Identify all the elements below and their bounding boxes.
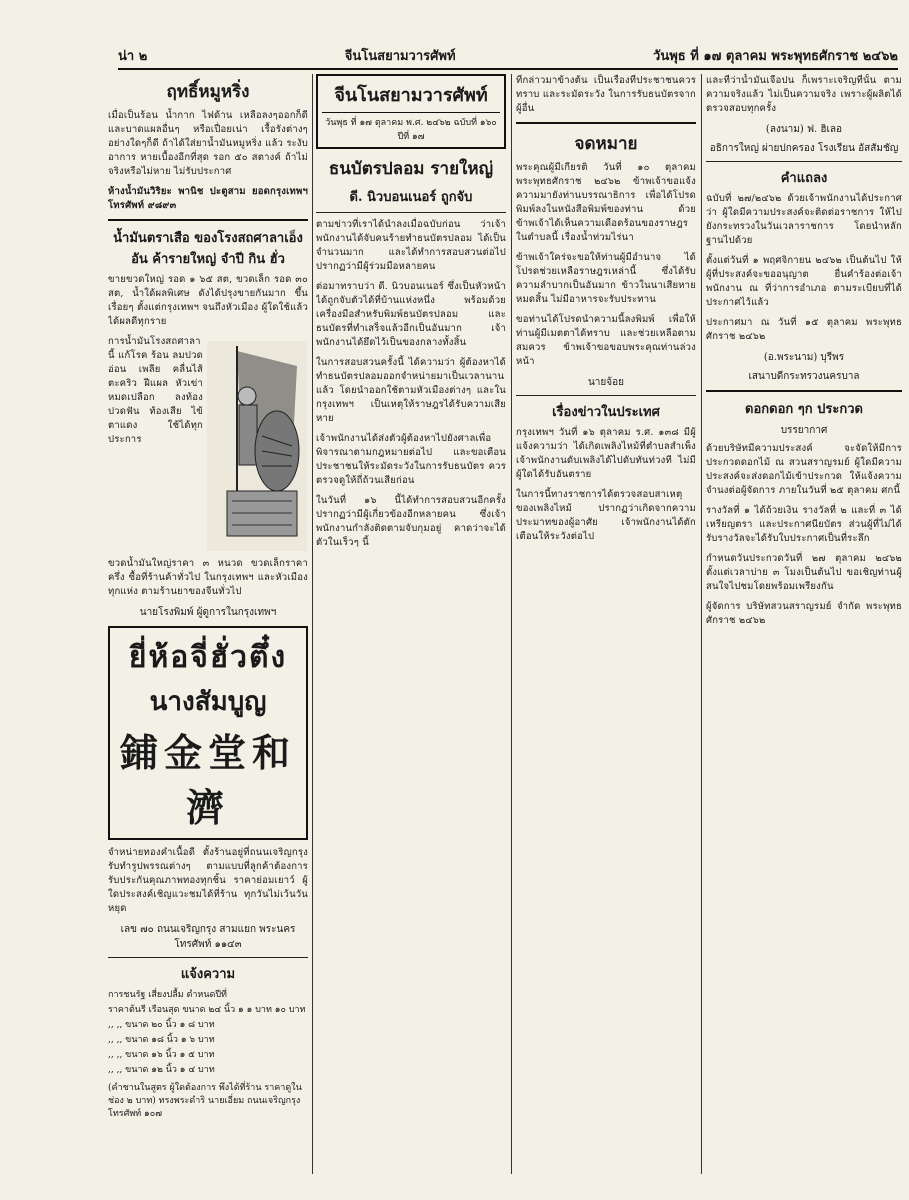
news-paragraph: ในการนี้ทางราชการได้ตรวจสอบสาเหตุของเพลิงไหม้ ปรากฏว่าเกิดจากความประมาทของผู้อาศัย เจ้าพนักงานได้ตักเตือนให้ระวังต่อไป xyxy=(516,489,696,542)
article-paragraph: ในการสอบสวนครั้งนี้ ได้ความว่า ผู้ต้องหาได้ทำธนบัตรปลอมออกจำหน่ายมาเป็นเวลานานแล้ว โดยนำออกใช้ตามหัวเมืองต่างๆ และในกรุงเทพฯ เป็นเหตุให้ราษฎรได้รับความเสียหาย xyxy=(316,357,506,424)
paper-name: จีนโนสยามวารศัพท์ xyxy=(344,49,456,64)
divider xyxy=(516,122,696,124)
signature: (อ.พระนาม) บุรีพร xyxy=(763,352,845,363)
notice-title: แจ้งความ xyxy=(180,967,236,982)
column-rule xyxy=(312,74,313,1174)
article-paragraph: รางวัลที่ ๑ ได้ถ้วยเงิน รางวัลที่ ๒ และที่ ๓ ได้เหรียญตรา และประกาศนียบัตร ส่วนผู้ที่ไม่ได้รับรางวัลจะได้รับใบประกาศเป็นที่ระลึก xyxy=(706,505,902,544)
shop-line: ห้างน้ำมันวิริยะ พานิช ปะตูสาม ยอดกรุงเทพฯ โทรศัพท์ ๙๘๙๓ xyxy=(108,186,308,211)
column-3 xyxy=(516,74,696,1174)
ad-heading: น้ำมันตราเสือ ของโรงสถศาลาเอ็งอัน ค้ารายใหญ่ จำปี กิน ฮั่ว xyxy=(113,231,303,267)
page-header xyxy=(118,40,898,70)
notice-paragraph: ฉบับที่ ๒๗/๒๔๖๒ ด้วยเจ้าพนักงานได้ประกาศว่า ผู้ใดมีความประสงค์จะติดต่อราชการ ให้ไปยังกระทรวงในวันเวลาราชการ โดยนำหลักฐานไปด้วย xyxy=(706,193,902,246)
woman-tiger-illustration xyxy=(207,341,307,551)
article-paragraph: เจ้าพนักงานได้ส่งตัวผู้ต้องหาไปยังศาลเพื่อพิจารณาตามกฎหมายต่อไป และขอเตือนประชาชนให้ระมัดระวังในการรับธนบัตร ควรตรวจดูให้ถี่ถ้วนเสียก่อน xyxy=(316,433,506,486)
gold-shop-ad xyxy=(108,626,308,840)
price-row: ,, ,, ขนาด ๑๒ นิ้ว ๑ ๔ บาท xyxy=(108,1065,215,1075)
article-paragraph: ด้วยบริษัทมีความประสงค์ จะจัดให้มีการประกวดดอกไม้ ณ สวนสราญรมย์ ผู้ใดมีความประสงค์จะส่งดอกไม้เข้าประกวด ให้แจ้งความจำนงต่อผู้จัดการ ภายในวันที่ ๒๕ ตุลาคม ศกนี้ xyxy=(706,443,902,496)
letter-signature: นายจ้อย xyxy=(587,377,625,388)
signature: (ลงนาม) ฟ. ฮิเลอ xyxy=(765,124,843,135)
ad-body: ขวดน้ำมันใหญ่ราคา ๓ หนวด ขวดเล็กราคาครึ่ง ซื้อที่ร้านค้าทั่วไป ในกรุงเทพฯ และหัวเมืองทุกแห่ง ตามร้านยาของจีนทั่วไป xyxy=(108,558,308,597)
headline: ธนบัตรปลอม รายใหญ่ xyxy=(328,159,494,179)
divider xyxy=(108,957,308,958)
article-paragraph: ต่อมาทราบว่า ดี. นิวบอนเนอร์ ซึ่งเป็นหัวหน้า ได้ถูกจับตัวได้ที่บ้านแห่งหนึ่ง พร้อมด้วยเครื่องมือสำหรับพิมพ์ธนบัตรปลอม และธนบัตรที่ทำเสร็จแล้วอีกเป็นอันมาก เจ้าพนักงานได้ยึดไว้เป็นของกลางทั้งสิ้น xyxy=(316,281,506,348)
article-paragraph: ตามข่าวที่เราได้นำลงเมื่อฉบับก่อน ว่าเจ้าพนักงานได้จับคนร้ายทำธนบัตรปลอม ได้เป็นจำนวนมาก และได้ทำการสอบสวนต่อไป ปรากฏว่ามีผู้ร่วมมือหลายคน xyxy=(316,219,506,272)
signature-title: เสนาบดีกระทรวงนครบาล xyxy=(748,371,860,382)
section-subheading: บรรยากาศ xyxy=(780,425,828,436)
divider xyxy=(706,161,902,162)
ad-body: จำหน่ายทองคำเนื้อดี ตั้งร้านอยู่ที่ถนนเจริญกรุง รับทำรูปพรรณต่างๆ ตามแบบที่ลูกค้าต้องการ รับประกันคุณภาพทองทุกชิ้น ราคาย่อมเยาว์ ผู้ใดประสงค์เชิญแวะชมได้ที่ร้าน ทุกวันไม่เว้นวันหยุด xyxy=(108,847,308,914)
column-2 xyxy=(316,74,506,1174)
section-heading: ดอกดอก ๆก ประกวด xyxy=(745,402,863,417)
masthead-title: จีนโนสยามวารศัพท์ xyxy=(334,85,488,106)
article-title: ฤทธิ์หมูหริ่ง xyxy=(166,82,250,102)
article-paragraph: ผู้จัดการ บริษัทสวนสราญรมย์ จำกัด พระพุทธศักราช ๒๔๖๒ xyxy=(706,601,902,626)
byline: ดี. นิวบอนเนอร์ ถูกจับ xyxy=(349,190,473,205)
letter-paragraph: ข้าพเจ้าใคร่จะขอให้ท่านผู้มีอำนาจ ได้โปรดช่วยเหลือราษฎรเหล่านี้ ซึ่งได้รับความลำบากเป็นอันมาก ข้าวในนาเสียหายหมดสิ้น ไม่มีอาหารจะรับประทาน xyxy=(516,252,696,305)
price-row: ราคาต้นรี เรือนสุด ขนาด ๒๔ นิ้ว ๑ ๑ บาท ๑๐ บาท xyxy=(108,1005,306,1015)
article-body: เมื่อเป็นร้อน น้ำกาก ไฟด้าน เหลือลงๆออกก็ดี และบาดแผลอื่นๆ หรือเปื่อยเน่า เรื้อรังต่างๆ อย่างใดๆก็ดี ถ้าได้ใส่ยาน้ำมันหมูหริ่ง แล้ว ระงับอาการ หายเบื้องอีกที่สุด รอก ๕๐ สตางค์ ถ้าไม่จริงหรือไม่หาย ไม่รับประกาศ xyxy=(108,110,308,177)
ad-body: ขายขวดใหญ่ รอด ๑ ๖๕ สต, ขวดเล็ก รอด ๓๐ สต, น้ำใด้ผลพิเศษ ดังได้ปรุงขายกันมาก ขึ้นเรื่อยๆ ตั้งแต่กรุงเทพฯ จนถึงหัวเมือง ผู้ใดใช้แล้วได้ผลดีทุกราย xyxy=(108,274,308,327)
article-paragraph: ที่กล่าวมาข้างต้น เป็นเรื่องที่ประชาชนควรทราบ และระมัดระวัง ในการรับธนบัตรจากผู้อื่น xyxy=(516,75,696,114)
section-heading: เรื่องข่าวในประเทศ xyxy=(552,405,660,420)
divider xyxy=(516,395,696,396)
section-headline: จดหมาย xyxy=(574,134,638,154)
column-rule xyxy=(701,74,702,1174)
section-heading: คำแถลง xyxy=(780,171,828,186)
column-1 xyxy=(108,74,308,1174)
caption: นายโรงพิมพ์ ผู้ดูการในกรุงเทพฯ xyxy=(139,607,277,618)
signature-title: อธิการใหญ่ ผ่ายปกครอง โรงเรียน อัสสัมชัญ xyxy=(709,143,899,154)
footnote: (คำชานในสูตร ผู้ใดต้องการ พึงได้ที่ร้าน ราคาดูในช่อง ๒ บาท) ทรงพระดำริ นายเอี่ยม ถนนเจริญกรุง โทรศัพท์ ๑๐๗ xyxy=(108,1083,302,1119)
column-4 xyxy=(706,74,902,1174)
page-number: น่า ๒ xyxy=(118,49,148,64)
price-row: ,, ,, ขนาด ๑๘ นิ้ว ๑ ๖ บาท xyxy=(108,1035,215,1045)
masthead xyxy=(316,74,506,149)
article-paragraph: ในวันที่ ๑๖ นี้ได้ทำการสอบสวนอีกครั้ง ปรากฏว่ามีผู้เกี่ยวข้องอีกหลายคน ซึ่งเจ้าพนักงานกำลังติดตามจับกุมอยู่ คาดว่าจะได้ตัวในเร็วๆ นี้ xyxy=(316,495,506,548)
column-rule xyxy=(511,74,512,1174)
divider xyxy=(108,219,308,221)
price-header: การชนรัฐ เสี่ยงปลื้ม ตำหนดปีที่ xyxy=(108,990,227,1000)
ad-title: ยี่ห้อจี่ฮั่วตึ๋ง xyxy=(128,640,288,675)
notice-paragraph: ประกาศมา ณ วันที่ ๑๕ ตุลาคม พระพุทธศักราช ๒๔๖๒ xyxy=(706,317,902,342)
letter-paragraph: ขอท่านได้โปรดนำความนี้ลงพิมพ์ เพื่อให้ท่านผู้มีเมตตาได้ทราบ และช่วยเหลือตามสมควร ข้าพเจ้าขอขอบพระคุณท่านล่วงหน้า xyxy=(516,314,696,367)
divider xyxy=(706,390,902,392)
article-paragraph: และที่ว่าน้ำมันเจือปน ก็เพราะเจริญที่นั้น ตามความจริงแล้ว ไม่เป็นความจริง เพราะผู้ผลิตได้ตรวจสอบทุกครั้ง xyxy=(706,75,902,114)
ad-body: การน้ำมันโรงสถศาลานี้ แก้โรค ร้อน ลมปวด อ่อน เพลีย คลื่นไส้ ตะคริว ฝีแผล หัวเข่า หมดเปลือก ลงท้อง ปวดฟัน ท้องเสีย ไข้ ตาแดง ใช้ได้ทุกประการ xyxy=(108,336,203,445)
notice-paragraph: ตั้งแต่วันที่ ๑ พฤศจิกายน ๒๔๖๒ เป็นต้นไป ให้ผู้ที่ประสงค์จะขออนุญาต ยื่นคำร้องต่อเจ้าพนักงาน ณ ที่ว่าการอำเภอ ตามระเบียบที่ได้ประกาศไว้แล้ว xyxy=(706,255,902,308)
divider xyxy=(316,212,506,213)
letter-paragraph: พระคุณผู้มีเกียรติ วันที่ ๑๐ ตุลาคม พระพุทธศักราช ๒๔๖๒ ข้าพเจ้าขอแจ้งความมายังท่านบรรณาธิการ เพื่อได้โปรดพิมพ์ลงในหนังสือพิมพ์ของท่าน ด้วยข้าพเจ้าได้เห็นความเดือดร้อนของราษฎรในตำบลนี้ เรื่องน้ำท่วมไร่นา xyxy=(516,162,696,243)
article-paragraph: กำหนดวันประกวดวันที่ ๒๗ ตุลาคม ๒๔๖๒ ตั้งแต่เวลาบ่าย ๓ โมงเป็นต้นไป ขอเชิญท่านผู้สนใจไปชมโดยพร้อมเพรียงกัน xyxy=(706,553,902,592)
masthead-subtitle: วันพุธ ที่ ๑๗ ตุลาคม พ.ศ. ๒๔๖๒ ฉบับที่ ๑๖๐ ปีที่ ๑๗ xyxy=(322,112,500,143)
price-row: ,, ,, ขนาด ๑๖ นิ้ว ๑ ๕ บาท xyxy=(108,1050,215,1060)
issue-date: วันพุธ ที่ ๑๗ ตุลาคม พระพุทธศักราช ๒๔๖๒ xyxy=(653,49,898,64)
ad-chinese-name: 鋪金堂和濟 xyxy=(119,730,296,830)
price-row: ,, ,, ขนาด ๒๐ นิ้ว ๑ ๘ บาท xyxy=(108,1020,215,1030)
newspaper-page xyxy=(18,40,902,1180)
news-paragraph: กรุงเทพฯ วันที่ ๑๖ ตุลาคม ร.ศ. ๑๓๘ มีผู้แจ้งความว่า ได้เกิดเพลิงไหม้ที่ตำบลสำเพ็ง เจ้าพนักงานดับเพลิงได้ไปดับทันท่วงที ไม่มีผู้ใดได้รับอันตราย xyxy=(516,427,696,480)
ad-subtitle: นางสัมบูญ xyxy=(149,687,267,717)
ad-address: เลข ๗๐ ถนนเจริญกรุง สามแยก พระนคร โทรศัพท์ ๑๑๔๓ xyxy=(120,924,296,950)
